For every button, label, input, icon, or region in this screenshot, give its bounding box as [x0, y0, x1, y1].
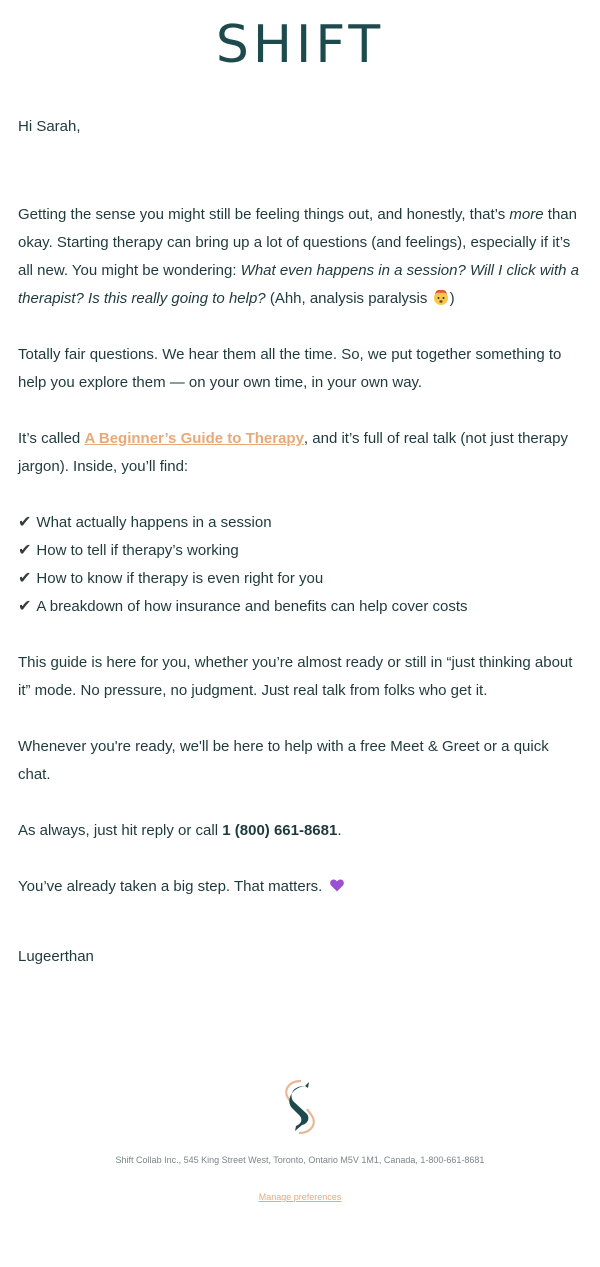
- intro-text-3: (Ahh, analysis paralysis: [265, 290, 432, 307]
- shift-s-logo-icon: [279, 1078, 321, 1136]
- contact-paragraph: [18, 817, 584, 845]
- intro-text-1: Getting the sense you might still be feeling things out, and honestly, that’s: [18, 206, 510, 223]
- reassurance-paragraph: This guide is here for you, whether you’re almost ready or still in “just thinking about it” mode. No pressure, no judgment. Just real talk from folks who get it.: [18, 654, 573, 699]
- intro-questions: What even happens in a session? Will I click with a therapist? Is this really going to help?: [18, 262, 580, 307]
- meet-greet-paragraph: Whenever you're ready, we'll be here to help with a free Meet & Greet or a quick chat.: [18, 738, 549, 783]
- list-item: [18, 565, 584, 593]
- manage-preferences: [0, 1190, 600, 1204]
- questions-paragraph: Totally fair questions. We hear them all the time. So, we put together something to help you explore them — on your own time, in your own way.: [18, 346, 562, 391]
- feature-list: [18, 509, 584, 621]
- list-item: [18, 593, 584, 621]
- encouragement-paragraph: [18, 873, 584, 901]
- signature: Lugeerthan: [18, 948, 94, 965]
- list-item-label: What actually happens in a session: [36, 514, 272, 531]
- contact-text-2: .: [337, 822, 342, 839]
- encouragement-text: You’ve already taken a big step. That matters.: [18, 878, 327, 895]
- list-item-label: A breakdown of how insurance and benefits can help cover costs: [36, 598, 468, 615]
- checkmark-icon: ✔: [18, 514, 32, 531]
- greeting: Hi Sarah,: [18, 118, 81, 135]
- checkmark-icon: ✔: [18, 598, 32, 615]
- guide-text-1: It’s called: [18, 430, 85, 447]
- intro-text-4: ): [449, 290, 455, 307]
- list-item: [18, 509, 584, 537]
- brand-logo: SHIFT: [215, 15, 385, 75]
- checkmark-icon: ✔: [18, 542, 32, 559]
- phone-number[interactable]: 1 (800) 661-8681: [222, 822, 338, 839]
- guide-link[interactable]: A Beginner’s Guide to Therapy: [84, 430, 304, 447]
- checkmark-icon: ✔: [18, 570, 32, 587]
- list-item-label: How to know if therapy is even right for you: [36, 570, 324, 587]
- contact-text-1: As always, just hit reply or call: [18, 822, 223, 839]
- list-item: [18, 537, 584, 565]
- exploding-head-icon: [432, 288, 450, 306]
- intro-text-2: than okay. Starting therapy can bring up a lot of questions (and feelings), especially if it’s all new. You might be wondering:: [18, 206, 577, 279]
- company-address: Shift Collab Inc., 545 King Street West, Toronto, Ontario M5V 1M1, Canada, 1-800-661-8681: [115, 1155, 485, 1165]
- purple-heart-icon: [329, 877, 345, 893]
- manage-preferences-link[interactable]: Manage preferences: [258, 1192, 342, 1202]
- list-item-label: How to tell if therapy’s working: [36, 542, 239, 559]
- guide-text-2: , and it’s full of real talk (not just therapy jargon). Inside, you’ll find:: [18, 430, 568, 475]
- intro-paragraph: [18, 201, 584, 313]
- intro-emphasis-more: more: [509, 206, 544, 223]
- guide-paragraph: [18, 425, 584, 481]
